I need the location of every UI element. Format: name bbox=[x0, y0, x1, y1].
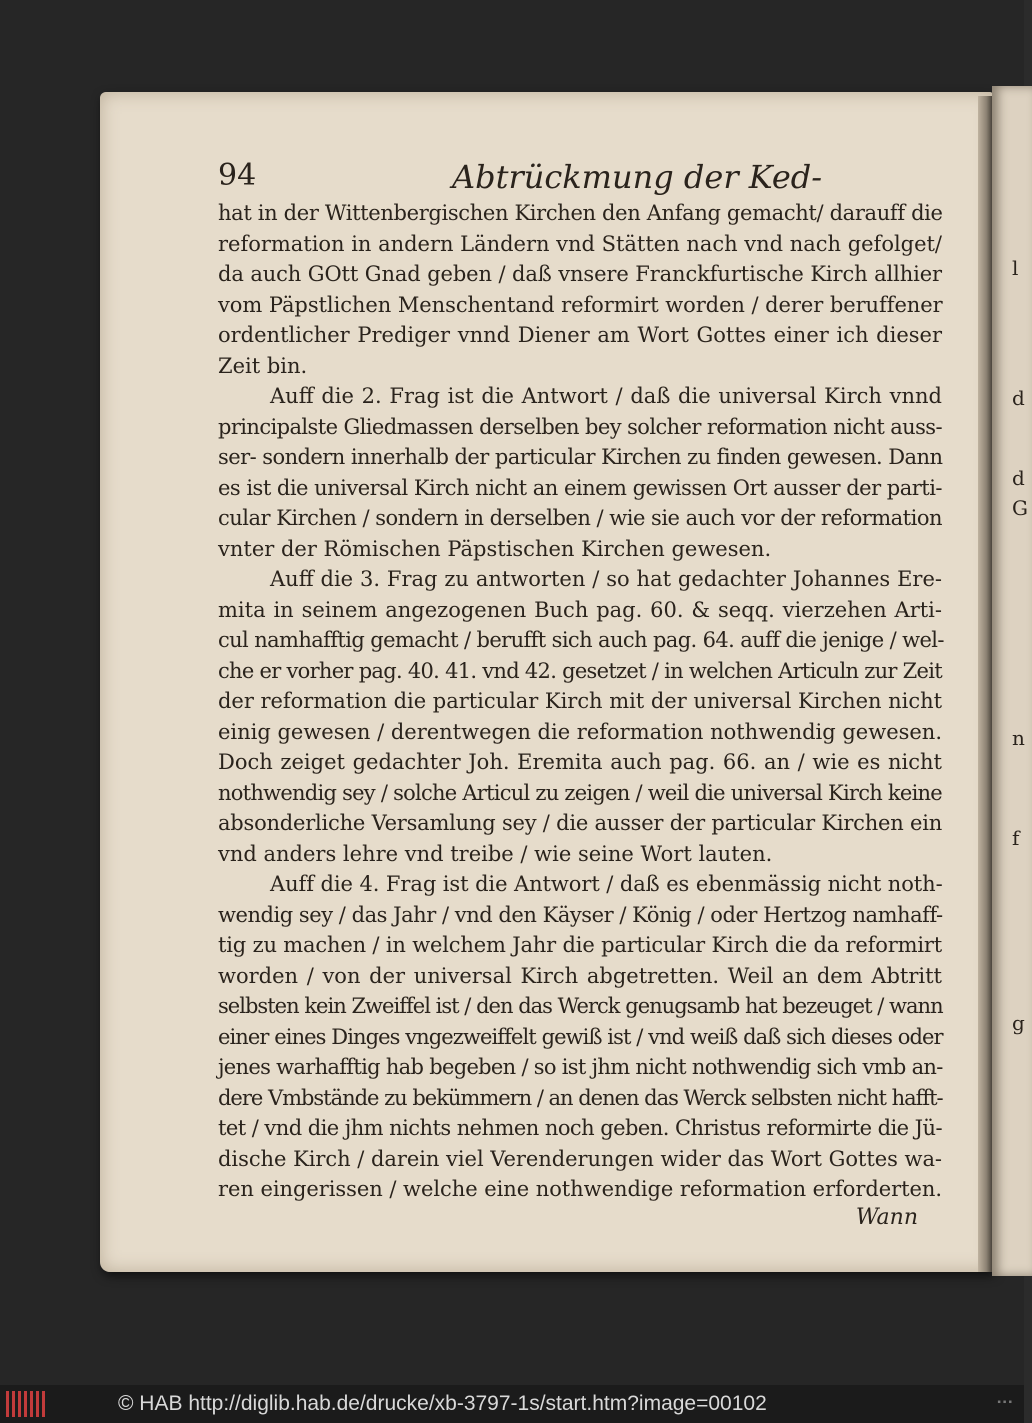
adjacent-page-edge bbox=[992, 86, 1032, 1276]
text-line: Auff die 4. Frag ist die Antwort / daß es ebenmässig nicht noth- bbox=[270, 872, 943, 896]
text-line: vnd anders lehre vnd treibe / wie seine Wort lauten. bbox=[218, 841, 773, 866]
adjacent-page-letter: d bbox=[1012, 386, 1025, 410]
text-line: cul namhafftig gemacht / berufft sich auch pag. 64. auff die jenige / wel- bbox=[218, 628, 944, 652]
text-line: ren eingerissen / welche eine nothwendige reformation erforderten. bbox=[218, 1177, 942, 1201]
text-line: da auch GOtt Gnad geben / daß vnsere Franckfurtische Kirch allhier bbox=[218, 262, 942, 286]
text-line: nothwendig sey / solche Articul zu zeigen / weil die universal Kirch keine bbox=[218, 780, 942, 805]
text-line: dische Kirch / darein viel Verenderungen wider das Wort Gottes wa- bbox=[218, 1146, 942, 1171]
text-line: ser- sondern innerhalb der particular Kirchen zu finden gewesen. Dann bbox=[218, 445, 943, 469]
text-line: absonderliche Versamlung sey / die ausser der particular Kirchen ein bbox=[218, 811, 943, 835]
catchword: Wann bbox=[855, 1204, 918, 1230]
text-line: reformation in andern Ländern vnd Stätten nach vnd nach gefolget/ bbox=[218, 231, 942, 256]
text-line: tig zu machen / in welchem Jahr die particular Kirch die da reformirt bbox=[218, 933, 942, 957]
book-gutter bbox=[978, 96, 992, 1272]
adjacent-page-letter: n bbox=[1012, 726, 1025, 750]
text-line: hat in der Wittenbergischen Kirchen den Anfang gemacht/ darauff die bbox=[218, 201, 943, 225]
text-line: dere Vmbstände zu bekümmern / an denen das Werck selbsten nicht hafft- bbox=[218, 1085, 943, 1110]
text-line: selbsten kein Zweiffel ist / den das Werck genugsamb hat bezeuget / wann bbox=[218, 994, 943, 1018]
text-line: cular Kirchen / sondern in derselben / wie sie auch vor der reformation bbox=[218, 506, 942, 530]
adjacent-page-letter: g bbox=[1012, 1011, 1025, 1035]
adjacent-page-letter: G bbox=[1012, 496, 1028, 520]
text-line: es ist die universal Kirch nicht an einem gewissen Ort ausser der parti- bbox=[218, 475, 942, 500]
text-line: Doch zeiget gedachter Joh. Eremita auch pag. 66. an / wie es nicht bbox=[218, 750, 942, 774]
viewer-footer bbox=[0, 1385, 1024, 1423]
text-line: einig gewesen / derentwegen die reformation nothwendig gewesen. bbox=[218, 719, 942, 744]
page-number: 94 bbox=[218, 158, 257, 193]
running-head: Abtrückmung der Ked- bbox=[452, 158, 823, 196]
page-header bbox=[218, 158, 942, 198]
adjacent-page-letter: l bbox=[1012, 256, 1019, 280]
text-line: principalste Gliedmassen derselben bey solcher reformation nicht auss- bbox=[218, 414, 942, 439]
text-line: einer eines Dinges vngezweiffelt gewiß ist / vnd weiß daß sich dieses oder bbox=[218, 1024, 943, 1049]
text-line: ordentlicher Prediger vnnd Diener am Wort Gottes einer ich dieser bbox=[218, 323, 942, 347]
text-line: der reformation die particular Kirch mit der universal Kirchen nicht bbox=[218, 689, 942, 713]
footer-marker-icon: ▪▪▪ bbox=[997, 1397, 1014, 1408]
page-text-block bbox=[218, 158, 942, 1237]
body-text bbox=[218, 198, 942, 1205]
adjacent-page-letter: f bbox=[1012, 826, 1020, 850]
text-line: mita in seinem angezogenen Buch pag. 60. & seqq. vierzehen Arti- bbox=[218, 597, 942, 622]
text-line: tet / vnd die jhm nichts nehmen noch geben. Christus reformirte die Jü- bbox=[218, 1116, 942, 1140]
text-line: vom Päpstlichen Menschentand reformirt worden / derer beruffener bbox=[218, 292, 943, 317]
adjacent-page-letter: d bbox=[1012, 466, 1025, 490]
text-line: che er vorher pag. 40. 41. vnd 42. gesetzet / in welchen Articuln zur Zeit bbox=[218, 658, 942, 683]
text-line: jenes warhafftig hab begeben / so ist jhm nicht nothwendig sich vmb an- bbox=[218, 1055, 943, 1079]
text-line: Auff die 3. Frag zu antworten / so hat gedachter Johannes Ere- bbox=[270, 567, 942, 591]
catchword-row bbox=[218, 1205, 942, 1237]
text-line: vnter der Römischen Päpstischen Kirchen gewesen. bbox=[218, 536, 772, 561]
text-line: worden / von der universal Kirch abgetretten. Weil an dem Abtritt bbox=[218, 963, 942, 988]
copyright-url-link[interactable]: © HAB http://diglib.hab.de/drucke/xb-3797-1s/start.htm?image=00102 bbox=[118, 1392, 767, 1415]
text-line: wendig sey / das Jahr / vnd den Käyser / König / oder Hertzog namhaff- bbox=[218, 902, 943, 927]
text-line: Auff die 2. Frag ist die Antwort / daß die universal Kirch vnnd bbox=[270, 384, 942, 408]
hab-logo-icon bbox=[6, 1391, 46, 1417]
text-line: Zeit bin. bbox=[218, 353, 308, 378]
